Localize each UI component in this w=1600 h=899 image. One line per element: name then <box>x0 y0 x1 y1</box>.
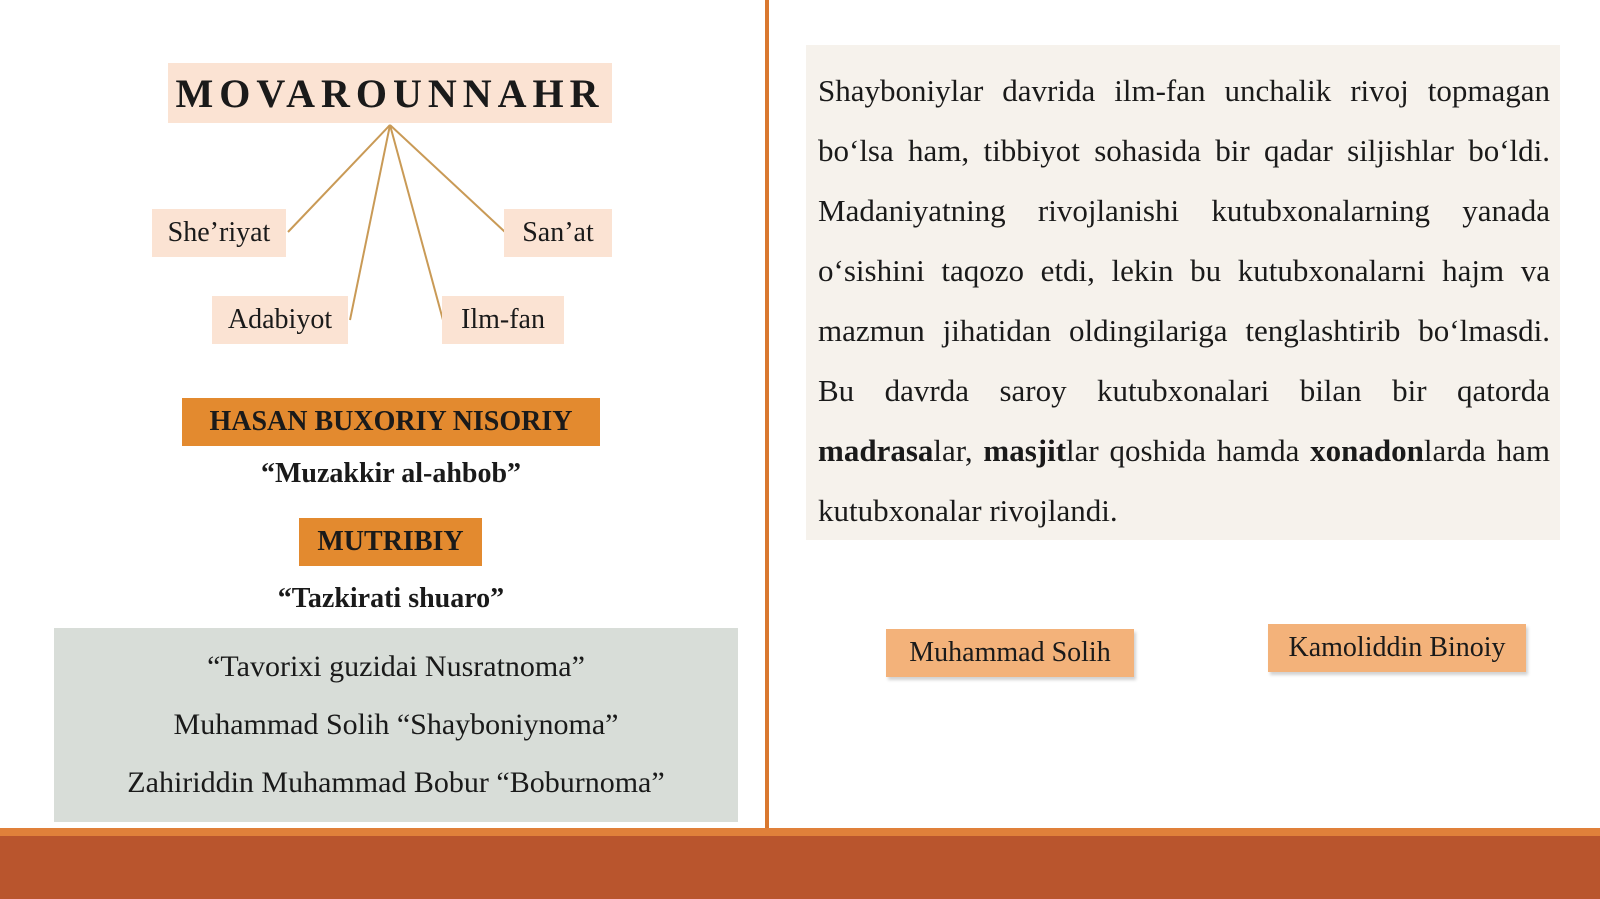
connector-sheriyat <box>288 125 390 232</box>
diagram-root: MOVAROUNNAHR <box>168 63 612 123</box>
highlight-xonadon: xonadon <box>1310 433 1424 468</box>
node-sheriyat: She’riyat <box>152 209 286 257</box>
connector-adabiyot <box>350 125 390 320</box>
description-paragraph: Shayboniylar davrida ilm-fan unchalik rivoj topmagan bo‘lsa ham, tibbiyot sohasida bir qadar siljishlar bo‘ldi. Madaniyatning rivojlanishi kutubxonalarning yanada o‘sishini taqozo etdi, lekin bu kutubxonalarni hajm va mazmun jihatidan oldingilariga tenglashtirib bo‘lmasdi. Bu davrda saroy kutubxonalari bilan bir qatorda madrasalar, masjitlar qoshida hamda xonadonlarda ham kutubxonalar rivojlandi. <box>818 73 1550 528</box>
diagram-connectors <box>0 0 770 360</box>
footer-accent-line <box>0 828 1600 836</box>
work-item: Zahiriddin Muhammad Bobur “Boburnoma” <box>127 766 665 799</box>
historical-works-box <box>54 628 738 822</box>
author-label-mutribiy: MUTRIBIY <box>299 518 482 566</box>
text-panel <box>806 45 1560 540</box>
person-kamoliddin-binoiy: Kamoliddin Binoiy <box>1268 624 1526 672</box>
author-label-nisoriy: HASAN BUXORIY NISORIY <box>182 398 600 446</box>
person-muhammad-solih: Muhammad Solih <box>886 629 1134 677</box>
node-ilmfan: Ilm-fan <box>442 296 564 344</box>
work-title-mutribiy: “Tazkirati shuaro” <box>277 583 505 614</box>
highlight-masjit: masjit <box>983 433 1067 468</box>
footer-bar <box>0 836 1600 899</box>
highlight-madrasa: madrasa <box>818 433 934 468</box>
connector-ilmfan <box>390 125 443 320</box>
work-item: Muhammad Solih “Shayboniynoma” <box>173 708 619 741</box>
work-item: “Tavorixi guzidai Nusratnoma” <box>207 650 585 683</box>
connector-sanat <box>390 125 505 232</box>
node-sanat: San’at <box>504 209 612 257</box>
work-title-nisoriy: “Muzakkir al-ahbob” <box>260 458 522 489</box>
node-adabiyot: Adabiyot <box>212 296 348 344</box>
